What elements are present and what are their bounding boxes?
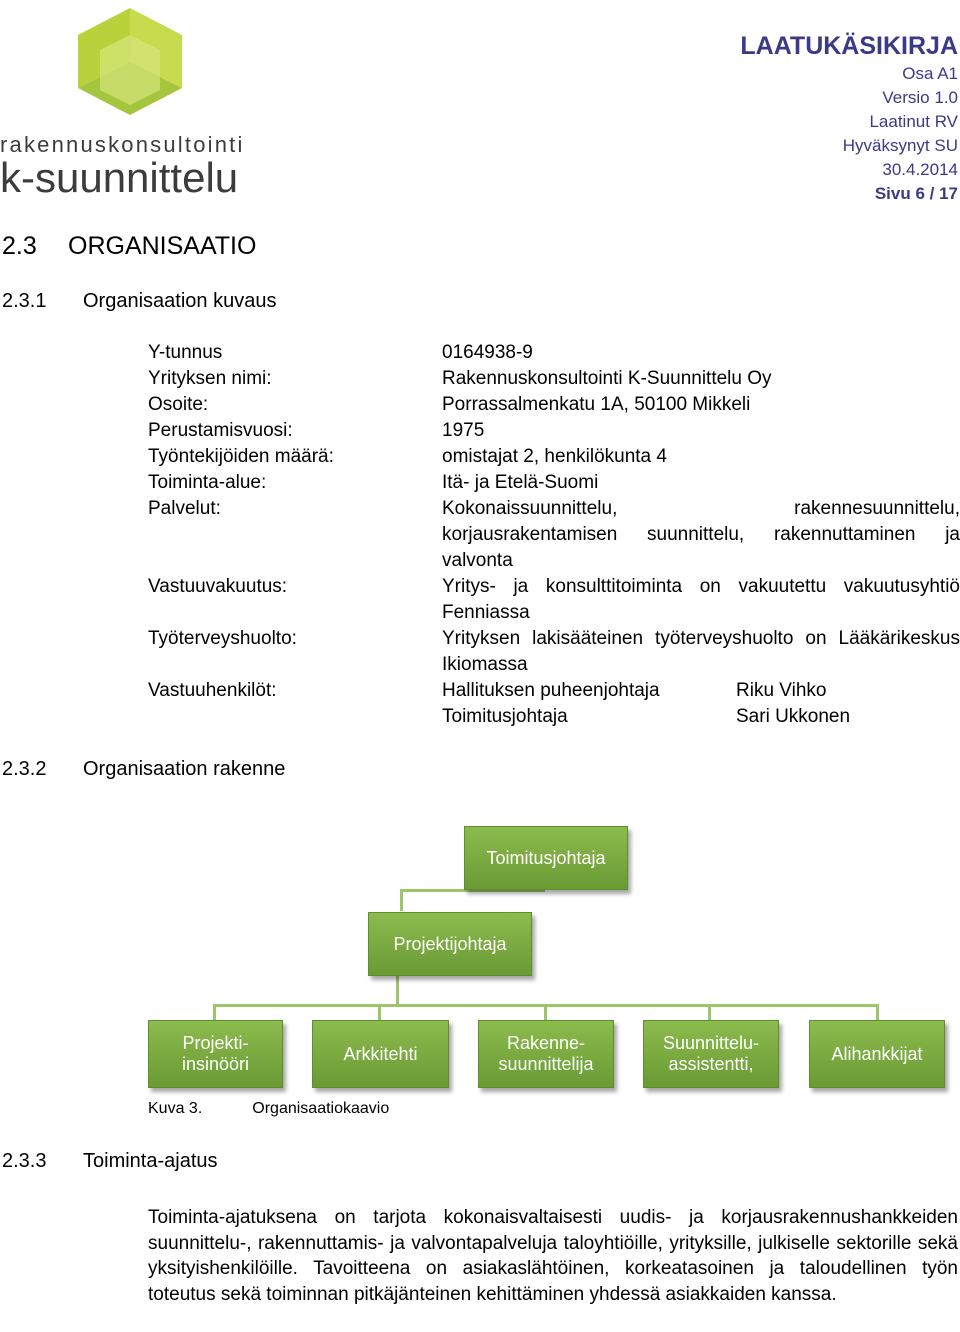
- company-logo: [0, 0, 260, 200]
- figure-title: Organisaatiokaavio: [252, 1100, 390, 1117]
- info-row: [148, 626, 960, 678]
- info-label: Työntekijöiden määrä:: [148, 446, 334, 467]
- info-value: Rakennuskonsultointi K-Suunnittelu Oy: [442, 368, 772, 389]
- org-box-architect: Arkkitehti: [312, 1020, 449, 1088]
- info-label: Perustamisvuosi:: [148, 420, 293, 441]
- info-value: 0164938-9: [442, 342, 533, 363]
- connector-line: [396, 976, 399, 1006]
- logo-cube-icon: [0, 0, 260, 200]
- connector-line: [876, 1004, 879, 1020]
- responsible-label: Vastuuhenkilöt:: [148, 680, 277, 701]
- org-box-subcontractors: Alihankkijat: [809, 1020, 945, 1088]
- connector-line: [400, 889, 403, 911]
- org-box-structural-designer: Rakenne- suunnittelija: [478, 1020, 614, 1088]
- logo-tagline: rakennuskonsultointi: [0, 132, 245, 157]
- info-value: 1975: [442, 420, 485, 441]
- info-row: [148, 444, 960, 470]
- info-value: Yritys- ja konsulttitoiminta on vakuutettu vakuutusyhtiö Fenniassa: [442, 576, 960, 623]
- section-number: 2.3: [2, 232, 37, 260]
- info-row: [148, 418, 960, 444]
- info-value: Itä- ja Etelä-Suomi: [442, 472, 599, 493]
- info-row: [148, 470, 960, 496]
- section-title: ORGANISAATIO: [68, 232, 257, 260]
- responsible-name: Sari Ukkonen: [736, 706, 851, 727]
- responsible-name: Riku Vihko: [736, 680, 827, 701]
- document-approver: Hyväksynyt SU: [842, 136, 958, 155]
- subsection-heading-1: [2, 290, 276, 313]
- responsible-role: Hallituksen puheenjohtaja: [442, 680, 660, 701]
- info-label: Palvelut:: [148, 498, 221, 519]
- responsible-row: [148, 704, 960, 730]
- subsection-title: Organisaation kuvaus: [83, 290, 277, 312]
- connector-line: [378, 1004, 381, 1020]
- figure-caption: [148, 1100, 389, 1118]
- subsection-number: 2.3.2: [2, 758, 47, 780]
- info-row: [148, 340, 960, 366]
- info-label: Vastuuvakuutus:: [148, 576, 288, 597]
- responsible-role: Toimitusjohtaja: [442, 706, 568, 727]
- info-value: omistajat 2, henkilökunta 4: [442, 446, 667, 467]
- figure-number: Kuva 3.: [148, 1100, 203, 1117]
- document-part: Osa A1: [902, 64, 958, 83]
- responsible-label-empty: [148, 704, 442, 730]
- info-value: Kokonaissuunnittelu, rakennesuunnittelu, korjausrakentamisen suunnittelu, rakennuttaminen ja valvonta: [442, 498, 960, 571]
- company-info-table: [148, 340, 960, 730]
- responsible-row: [148, 678, 960, 704]
- subsection-number: 2.3.1: [2, 290, 47, 312]
- org-box-ceo: Toimitusjohtaja: [464, 826, 628, 890]
- section-heading: [2, 232, 256, 261]
- document-version: Versio 1.0: [882, 88, 958, 107]
- info-value: Porrassalmenkatu 1A, 50100 Mikkeli: [442, 394, 751, 415]
- org-box-design-assistant: Suunnittelu- assistentti,: [643, 1020, 779, 1088]
- info-value: Yrityksen lakisääteinen työterveyshuolto on Lääkärikeskus Ikiomassa: [442, 628, 960, 675]
- info-label: Y-tunnus: [148, 342, 223, 363]
- subsection-heading-2: [2, 758, 285, 781]
- logo-name: k-suunnittelu: [0, 154, 239, 200]
- info-label: Yrityksen nimi:: [148, 368, 272, 389]
- info-label: Osoite:: [148, 394, 209, 415]
- org-box-project-director: Projektijohtaja: [368, 912, 532, 976]
- info-row: [148, 366, 960, 392]
- info-row: [148, 392, 960, 418]
- document-date: 30.4.2014: [882, 160, 958, 179]
- info-label: Toiminta-alue:: [148, 472, 267, 493]
- subsection-number: 2.3.3: [2, 1150, 47, 1172]
- info-row: [148, 496, 960, 574]
- info-row: [148, 574, 960, 626]
- subsection-title: Organisaation rakenne: [83, 758, 286, 780]
- subsection-title: Toiminta-ajatus: [83, 1150, 218, 1172]
- mission-paragraph: Toiminta-ajatuksena on tarjota kokonaisvaltaisesti uudis- ja korjausrakennushankkeiden suunnittelu-, rakennuttamis- ja valvontapalveluja taloyhtiöille, yrityksille, julkiselle sektorille sekä yksityishenkilöille. Tavoitteena on asiakaslähtöinen, korkeatasoinen ja taloudellinen työn toteutus sekä toiminnan pitkäjänteinen kehittäminen yhdessä asiakkaiden kanssa.: [148, 1207, 958, 1305]
- page-number: Sivu 6 / 17: [874, 184, 958, 203]
- info-label: Työterveyshuolto:: [148, 628, 297, 649]
- document-author: Laatinut RV: [869, 112, 958, 131]
- subsection-heading-3: [2, 1150, 218, 1173]
- connector-line: [544, 1004, 547, 1020]
- connector-line: [213, 1004, 216, 1020]
- document-title: LAATUKÄSIKIRJA: [740, 32, 958, 60]
- connector-line: [708, 1004, 711, 1020]
- document-header: [740, 30, 958, 206]
- org-box-project-engineer: Projekti- insinööri: [148, 1020, 283, 1088]
